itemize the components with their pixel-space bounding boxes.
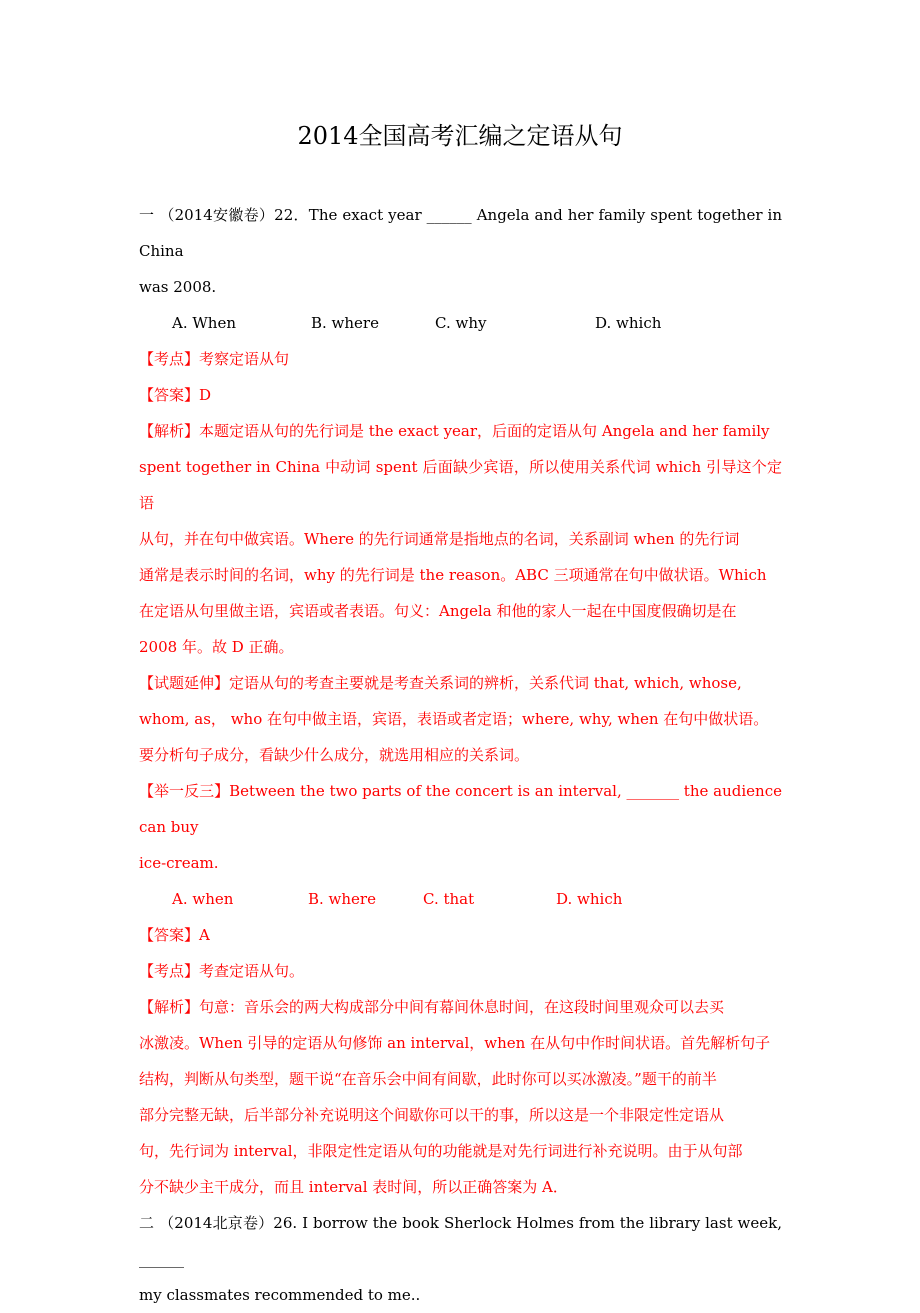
q1-extension-line: whom, as， who 在句中做主语，宾语，表语或者定语；where, why, when 在句中做状语。 bbox=[139, 710, 769, 728]
example-kaodian: 【考点】考查定语从句。 bbox=[139, 962, 305, 980]
example-option-c: C. that bbox=[423, 890, 475, 908]
q2-stem-line-1: 二 （2014北京卷）26. I borrow the book Sherlock Holmes from the library last week, ______ bbox=[139, 1214, 782, 1268]
example-option-b: B. where bbox=[308, 890, 376, 908]
q1-stem-line-2: was 2008. bbox=[139, 278, 217, 296]
example-analysis-line: 分不缺少主干成分，而且 interval 表时间，所以正确答案为 A． bbox=[139, 1178, 568, 1196]
example-analysis-line: 结构，判断从句类型，题干说“在音乐会中间有间歇，此时你可以买冰激凌。”题干的前半 bbox=[139, 1070, 717, 1088]
q1-extension-line: 【试题延伸】定语从句的考查主要就是考查关系词的辨析，关系代词 that, which, whose, bbox=[139, 674, 742, 692]
example-answer: 【答案】A bbox=[139, 926, 210, 944]
q1-analysis-line: 【解析】本题定语从句的先行词是 the exact year，后面的定语从句 Angela and her family bbox=[139, 422, 770, 440]
example-analysis-line: 冰激凌。When 引导的定语从句修饰 an interval，when 在从句中作时间状语。首先解析句子 bbox=[139, 1034, 771, 1052]
example-analysis-line: 部分完整无缺，后半部分补充说明这个间歇你可以干的事，所以这是一个非限定性定语从 bbox=[139, 1106, 725, 1124]
q1-answer: 【答案】D bbox=[139, 386, 212, 404]
q1-options bbox=[139, 305, 782, 341]
example-analysis-line: 句，先行词为 interval，非限定性定语从句的功能就是对先行词进行补充说明。由于从句部 bbox=[139, 1142, 743, 1160]
q1-option-a: A. When bbox=[172, 314, 236, 332]
q2-stem-line-2: my classmates recommended to me.. bbox=[139, 1286, 421, 1304]
example-analysis-line: 【解析】句意：音乐会的两大构成部分中间有幕间休息时间，在这段时间里观众可以去买 bbox=[139, 998, 725, 1016]
example-option-a: A. when bbox=[172, 890, 234, 908]
q1-option-c: C. why bbox=[435, 314, 487, 332]
example-options bbox=[139, 881, 782, 917]
q1-analysis-line: 从句，并在句中做宾语。Where 的先行词通常是指地点的名词，关系副词 when 的先行词 bbox=[139, 530, 740, 548]
q1-extension-line: 要分析句子成分，看缺少什么成分，就选用相应的关系词。 bbox=[139, 746, 530, 764]
example-stem-line-1: 【举一反三】Between the two parts of the concert is an interval, _______ the audience can buy bbox=[139, 782, 782, 836]
q1-analysis-line: 2008 年。故 D 正确。 bbox=[139, 638, 294, 656]
document-body bbox=[139, 197, 782, 1313]
q1-kaodian: 【考点】考察定语从句 bbox=[139, 350, 290, 368]
page-title: 2014全国高考汇编之定语从句 bbox=[297, 122, 623, 150]
q1-analysis-line: 通常是表示时间的名词，why 的先行词是 the reason。ABC 三项通常在句中做状语。Which bbox=[139, 566, 767, 584]
q1-analysis-line: 在定语从句里做主语，宾语或者表语。句义：Angela 和他的家人一起在中国度假确切是在 bbox=[139, 602, 737, 620]
q1-option-d: D. which bbox=[595, 314, 662, 332]
example-option-d: D. which bbox=[556, 890, 623, 908]
example-stem-line-2: ice-cream. bbox=[139, 854, 219, 872]
q1-option-b: B. where bbox=[311, 314, 379, 332]
q1-analysis-line: spent together in China 中动词 spent 后面缺少宾语，所以使用关系代词 which 引导这个定语 bbox=[139, 458, 782, 512]
q1-stem-line-1: 一 （2014安徽卷）22．The exact year ______ Angela and her family spent together in China bbox=[139, 206, 782, 260]
